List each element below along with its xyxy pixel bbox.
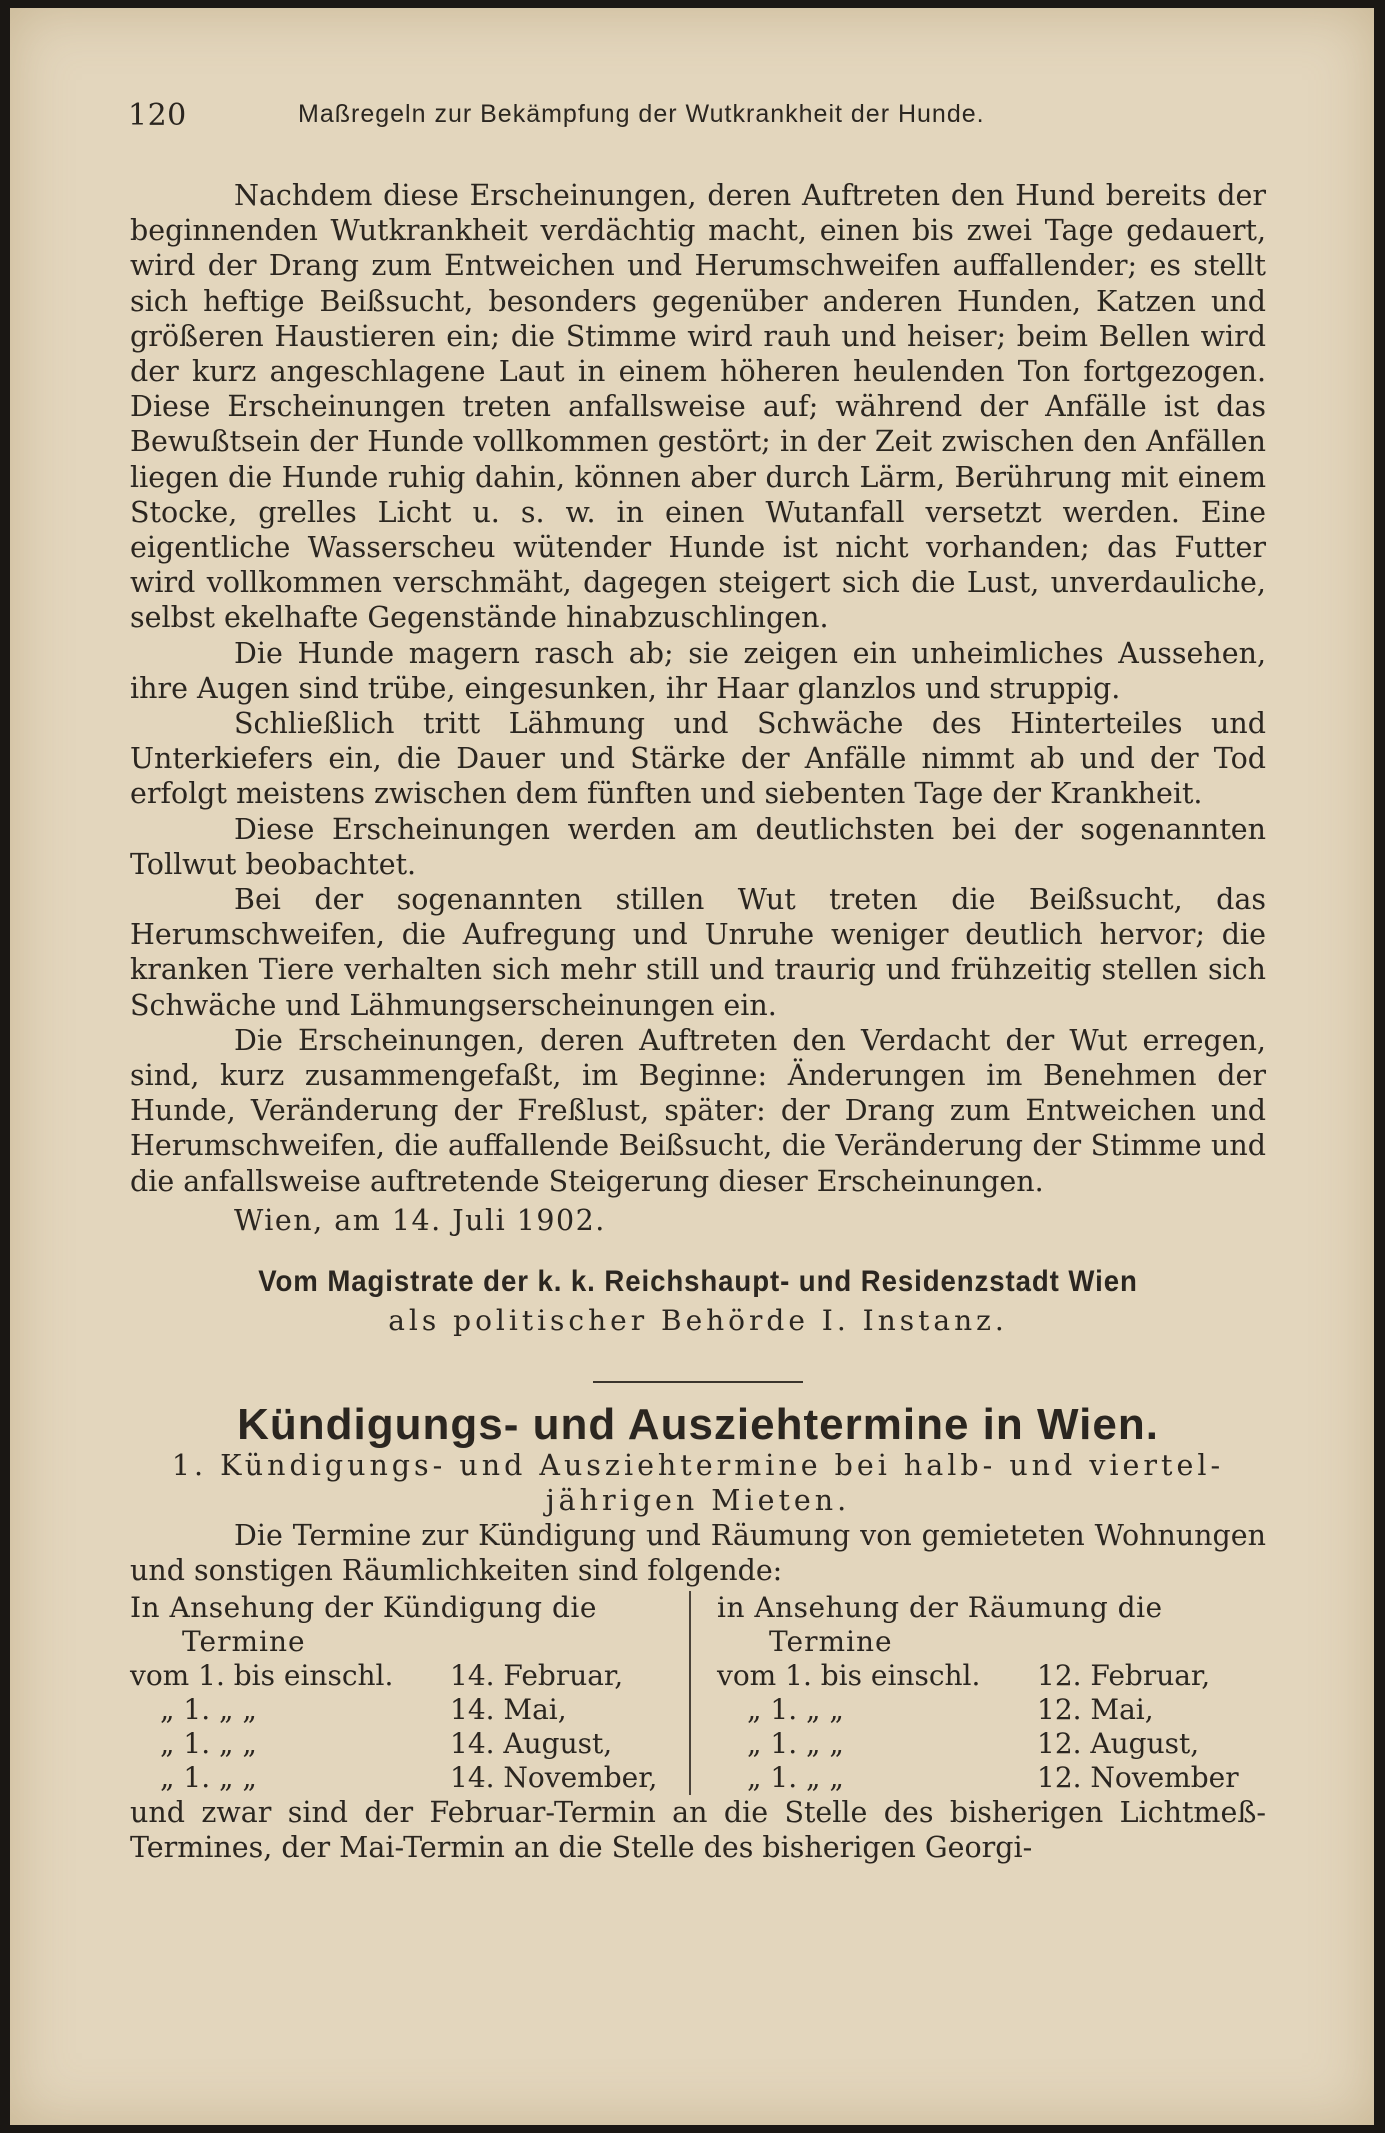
table-row: „ 1. „ „ 14. Mai,	[160, 1692, 567, 1726]
paragraph: Die Hunde magern rasch ab; sie zeigen ein unheimliches Aussehen, ihre Augen sind trübe, eingesunken, ihr Haar glanzlos und struppig.	[130, 636, 1266, 705]
running-title: Maßregeln zur Bekämpfung der Wutkrankheit der Hunde.	[298, 100, 985, 128]
paragraph: Die Erscheinungen, deren Auftreten den Verdacht der Wut erregen, sind, kurz zusammengefaßt, im Beginne: Änderungen im Benehmen der Hunde, Veränderung der Freßlust, später: der Drang zum Entweichen und Herumschweifen, die auffallende Beißsucht, die Veränderung der Stimme und die anfallsweise auftretende Steigerung dieser Erscheinungen.	[130, 1023, 1266, 1198]
table-row: „ 1. „ „ 12. Mai,	[747, 1692, 1154, 1726]
page-body	[130, 178, 1266, 1865]
table-row: „ 1. „ „ 12. November	[747, 1760, 1239, 1794]
section-subheading	[130, 1448, 1266, 1518]
book-page	[10, 8, 1374, 2125]
closing-paragraph: und zwar sind der Februar-Termin an die Stelle des bisherigen Lichtmeß-Termines, der Mai-Termin an die Stelle des bisherigen Georgi-	[130, 1795, 1266, 1864]
section-heading: Kündigungs- und Ausziehtermine in Wien.	[237, 1399, 1159, 1449]
dateline: Wien, am 14. Juli 1902.	[234, 1203, 606, 1237]
table-row: „ 1. „ „ 14. November,	[160, 1760, 658, 1794]
table-row: vom 1. bis einschl. 14. Februar,	[130, 1658, 624, 1692]
vacate-column	[691, 1591, 1266, 1795]
subheading-line: 1. Kündigungs- und Ausziehtermine bei halb- und viertel-	[171, 1448, 1225, 1482]
column-header-sub: Termine	[182, 1624, 306, 1658]
table-row: „ 1. „ „ 12. August,	[747, 1726, 1200, 1760]
column-header: In Ansehung der Kündigung die	[130, 1590, 597, 1624]
paragraph: Bei der sogenannten stillen Wut treten die Beißsucht, das Herumschweifen, die Aufregung und Unruhe weniger deutlich hervor; die kranken Tiere verhalten sich mehr still und traurig und frühzeitig stellen sich Schwäche und Lähmungserscheinungen ein.	[130, 883, 1266, 1022]
section-intro: Die Termine zur Kündigung und Räumung von gemieteten Wohnungen und sonstigen Räumlichkeiten sind folgende:	[130, 1519, 1266, 1588]
section-divider	[593, 1381, 803, 1383]
paragraph: Nachdem diese Erscheinungen, deren Auftreten den Hund bereits der beginnenden Wutkrankheit verdächtig macht, einen bis zwei Tage gedauert, wird der Drang zum Entweichen und Herumschweifen auffallender; es stellt sich heftige Beißsucht, besonders gegenüber anderen Hunden, Katzen und größeren Haustieren ein; die Stimme wird rauh und heiser; beim Bellen wird der kurz angeschlagene Laut in einem höheren heulenden Ton fortgezogen. Diese Erscheinungen treten anfallsweise auf; während der Anfälle ist das Bewußtsein der Hunde vollkommen gestört; in der Zeit zwischen den Anfällen liegen die Hunde ruhig dahin, können aber durch Lärm, Berührung mit einem Stocke, grelles Licht u. s. w. in einen Wutanfall versetzt werden. Eine eigentliche Wasserscheu wütender Hunde ist nicht vorhanden; das Futter wird vollkommen verschmäht, dagegen steigert sich die Lust, unverdauliche, selbst ekelhafte Gegenstände hinabzuschlingen.	[130, 179, 1266, 635]
column-header: in Ansehung der Räumung die	[717, 1590, 1163, 1624]
table-row: vom 1. bis einschl. 12. Februar,	[717, 1658, 1211, 1692]
column-header-sub: Termine	[769, 1624, 893, 1658]
paragraph: Schließlich tritt Lähmung und Schwäche des Hinterteiles und Unterkiefers ein, die Dauer und Stärke der Anfälle nimmt ab und der Tod erfolgt meistens zwischen dem fünften und siebenten Tage der Krankheit.	[130, 707, 1266, 811]
dates-table	[130, 1591, 1266, 1795]
subheading-line: jährigen Mieten.	[545, 1483, 851, 1517]
table-row: „ 1. „ „ 14. August,	[160, 1726, 613, 1760]
page-number: 120	[128, 98, 187, 133]
sender-authority: Vom Magistrate der k. k. Reichshaupt- und Residenzstadt Wien	[258, 1265, 1138, 1299]
notice-column	[130, 1591, 691, 1795]
paragraph: Diese Erscheinungen werden am deutlichsten bei der sogenannten Tollwut beobachtet.	[130, 812, 1266, 881]
sender-role: als politischer Behörde I. Instanz.	[388, 1304, 1008, 1338]
